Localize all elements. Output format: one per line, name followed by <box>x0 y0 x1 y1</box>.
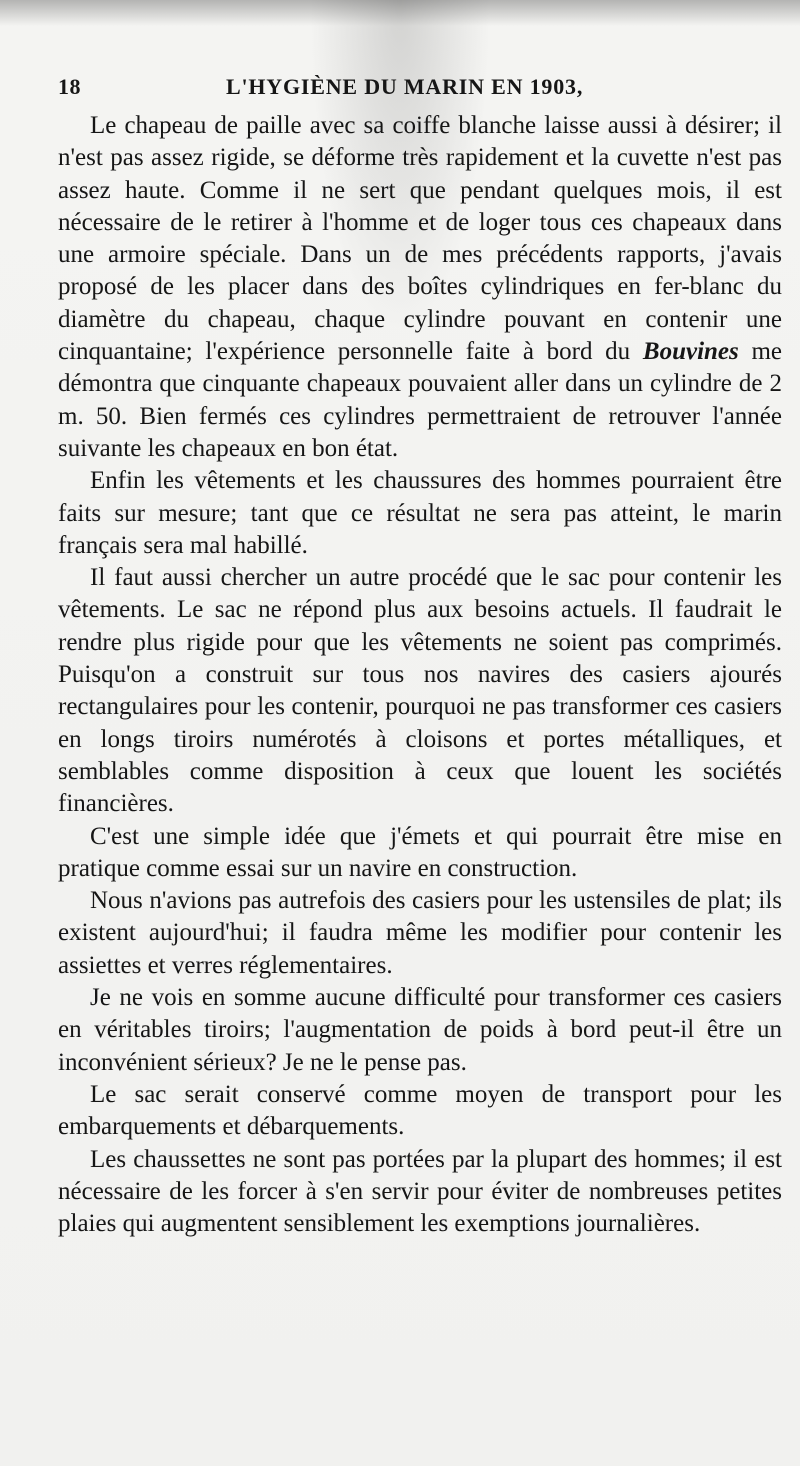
ship-name-bouvines: Bouvines <box>642 338 739 366</box>
paragraph-1-text-end: me démontra que cinquante chapeaux pouvaient aller dans un cylindre de 2 m. 50. Bien fermés ces cylindres permettraient de retrouver l'année suivante les chapeaux en bon état. <box>58 338 782 462</box>
paragraph-8: Les chaussettes ne sont pas portées par la plupart des hommes; il est nécessaire de les forcer à s'en servir pour éviter de nombreuses petites plaies qui augmentent sensiblement les exemptions journalières. <box>58 1145 782 1238</box>
body-text <box>58 110 782 1240</box>
scanned-page-edge <box>0 0 800 26</box>
paragraph-6: Je ne vois en somme aucune difficulté pour transformer ces casiers en véritables tiroirs; l'augmentation de poids à bord peut-il être un inconvénient sérieux? Je ne le pense pas. <box>58 984 782 1076</box>
paragraph-1-text-start: Le chapeau de paille avec sa coiffe blanche laisse aussi à désirer; il n'est pas assez rigide, se déforme très rapidement et la cuvette n'est pas assez haute. Comme il ne sert que pendant quelques mois, il est nécessaire de le retirer à l'homme et de loger tous ces chapeaux dans une armoire spéciale. Dans un de mes précédents rapports, j'avais proposé de les placer dans des boîtes cylindriques en fer-blanc du diamètre du chapeau, chaque cylindre pouvant en contenir une cinquantaine; l'expérience personnelle faite à bord du <box>58 112 782 366</box>
running-title: L'HYGIÈNE DU MARIN EN 1903, <box>226 74 584 99</box>
paragraph-2: Enfin les vêtements et les chaussures des hommes pourraient être faits sur mesure; tant que ce résultat ne sera pas atteint, le marin français sera mal habillé. <box>58 467 782 559</box>
page-number: 18 <box>58 74 81 99</box>
running-head <box>58 74 782 104</box>
paragraph-4: C'est une simple idée que j'émets et qui pourrait être mise en pratique comme essai sur un navire en construction. <box>58 822 782 882</box>
paragraph-3: Il faut aussi chercher un autre procédé que le sac pour contenir les vêtements. Le sac ne répond plus aux besoins actuels. Il faudrait le rendre plus rigide pour que les vêtements ne soient pas comprimés. Puisqu'on a construit sur tous nos navires des casiers ajourés rectangulaires pour les contenir, pourquoi ne pas transformer ces casiers en longs tiroirs numérotés à cloisons et portes métalliques, et semblables comme disposition à ceux que louent les sociétés financières. <box>58 564 782 818</box>
paragraph-1 <box>58 110 782 465</box>
paragraph-5: Nous n'avions pas autrefois des casiers pour les ustensiles de plat; ils existent aujourd'hui; il faudra même les modifier pour contenir les assiettes et verres réglementaires. <box>58 887 782 979</box>
paragraph-7: Le sac serait conservé comme moyen de transport pour les embarquements et débarquements. <box>58 1080 782 1141</box>
